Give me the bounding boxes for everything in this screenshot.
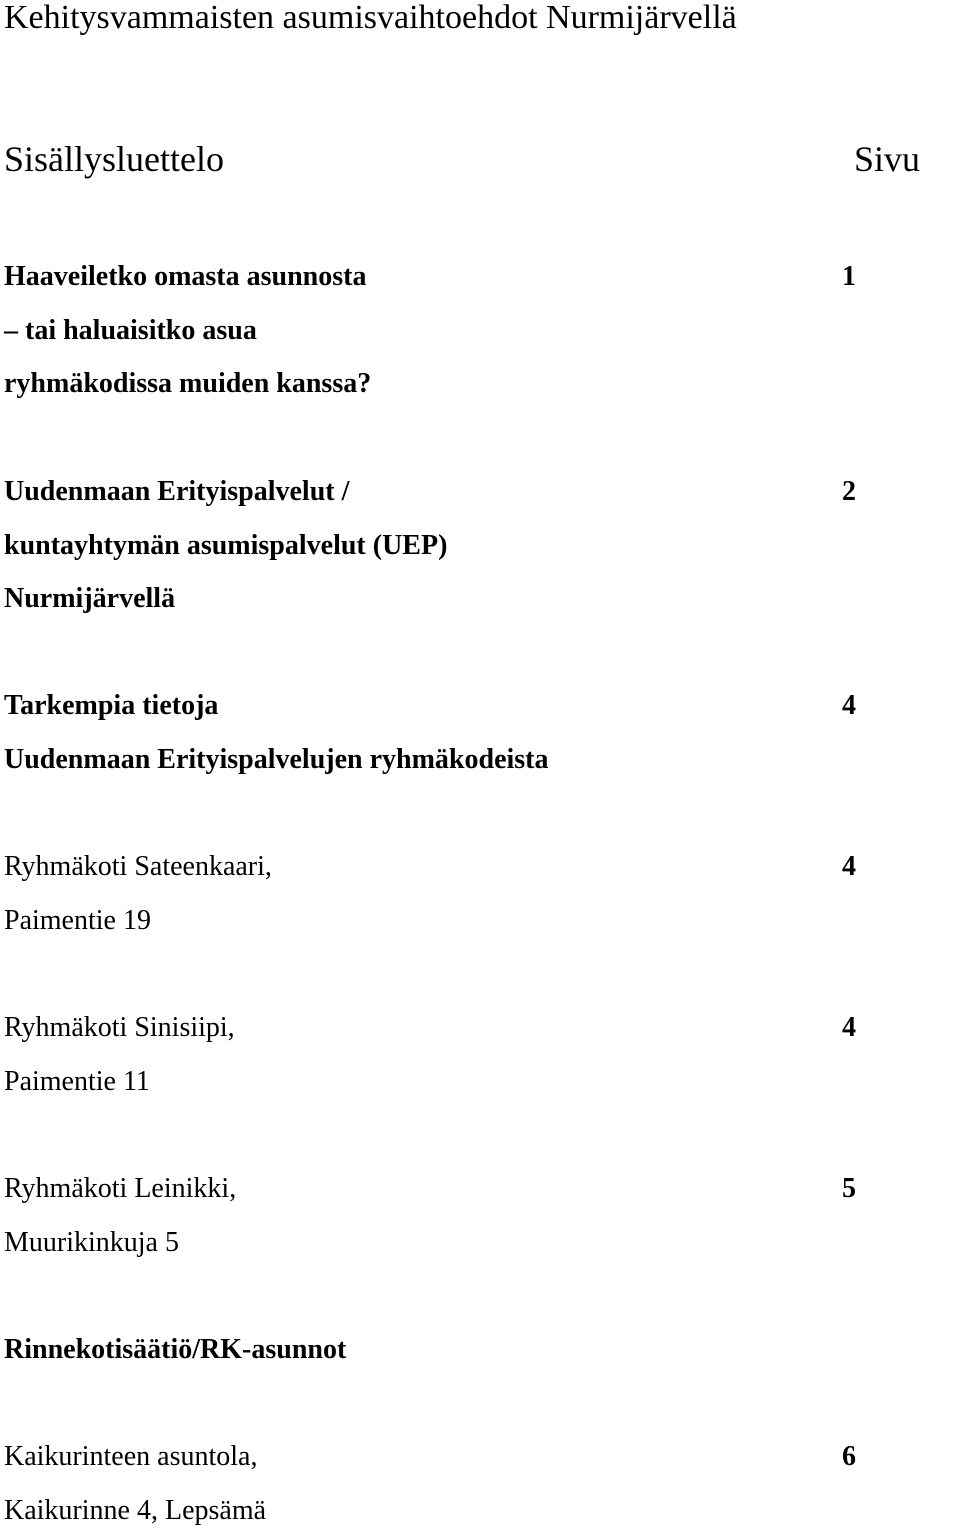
toc-entry-line: Nurmijärvellä	[4, 572, 856, 626]
toc-header	[4, 136, 920, 182]
toc-section-heading	[4, 1323, 856, 1377]
toc-entry-line: kuntayhtymän asumispalvelut (UEP)	[4, 519, 856, 573]
toc-entry	[4, 679, 856, 786]
toc-entry-page: 6	[842, 1430, 856, 1484]
toc-entry-line: Muurikinkuja 5	[4, 1216, 856, 1270]
toc-entry-line: Kaikurinteen asuntola,	[4, 1430, 856, 1484]
toc-entry-line: Tarkempia tietoja	[4, 679, 856, 733]
toc-entry-line: Ryhmäkoti Sinisiipi,	[4, 1001, 856, 1055]
toc-entry-line: Haaveiletko omasta asunnosta	[4, 250, 856, 304]
toc-entry-line: Paimentie 11	[4, 1055, 856, 1109]
toc-entry-page: 4	[842, 840, 856, 894]
toc-entry-page: 1	[842, 250, 856, 304]
toc-entry	[4, 840, 856, 947]
toc-heading: Sisällysluettelo	[4, 136, 224, 182]
toc-entry-line: Ryhmäkoti Leinikki,	[4, 1162, 856, 1216]
toc-entry-line: Ryhmäkoti Sateenkaari,	[4, 840, 856, 894]
document-title: Kehitysvammaisten asumisvaihtoehdot Nurmijärvellä	[4, 0, 737, 40]
toc-entry-page: 2	[842, 465, 856, 519]
toc-entry-page: 4	[842, 1001, 856, 1055]
toc-entry	[4, 250, 856, 411]
toc-entry-line: Uudenmaan Erityispalvelut /	[4, 465, 856, 519]
toc-entry-line: – tai haluaisitko asua	[4, 304, 856, 358]
toc-entry-line: Kaikurinne 4, Lepsämä	[4, 1484, 856, 1537]
toc-entry	[4, 1001, 856, 1108]
toc-entry-line: Rinnekotisäätiö/RK-asunnot	[4, 1323, 856, 1377]
toc-entry-line: Paimentie 19	[4, 894, 856, 948]
toc-entry	[4, 465, 856, 626]
toc-entry-line: ryhmäkodissa muiden kanssa?	[4, 357, 856, 411]
toc-page-label: Sivu	[854, 136, 920, 182]
toc-entry-line: Uudenmaan Erityispalvelujen ryhmäkodeista	[4, 733, 856, 787]
toc-entry	[4, 1430, 856, 1537]
toc-entry-page: 4	[842, 679, 856, 733]
toc-entry	[4, 1162, 856, 1269]
toc-entry-page: 5	[842, 1162, 856, 1216]
